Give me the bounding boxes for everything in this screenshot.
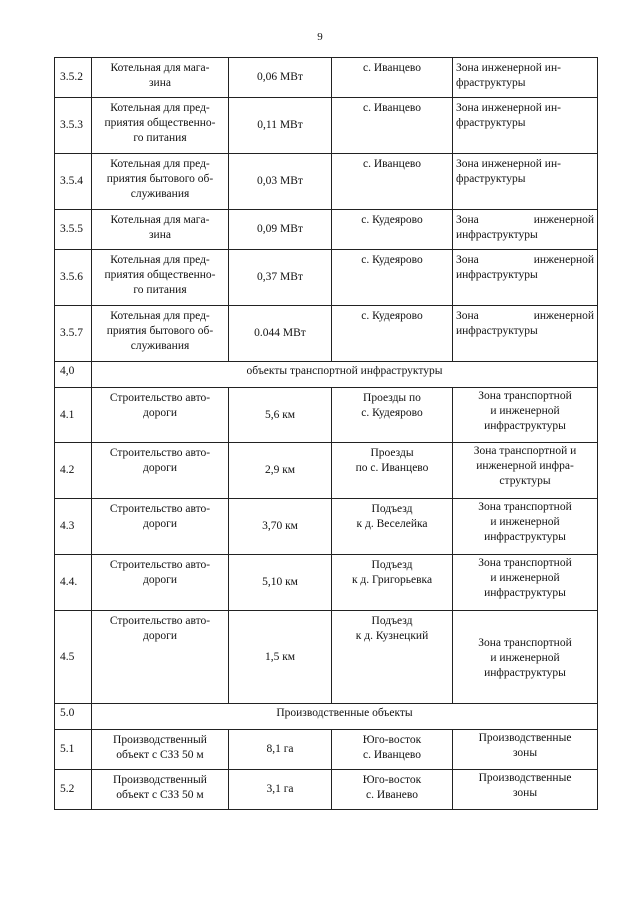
object-name: [92, 388, 229, 443]
object-name: [92, 499, 229, 555]
object-zone-line: Зона транспортной: [478, 637, 572, 649]
row-number: 3.5.6: [55, 250, 92, 306]
object-name: [92, 306, 229, 362]
object-location: [332, 730, 453, 770]
object-zone: [453, 98, 598, 154]
object-zone-line: Производственные: [478, 732, 572, 744]
object-location: [332, 154, 453, 210]
object-zone: [453, 388, 598, 443]
row-number: 5.2: [55, 770, 92, 810]
object-name-line: Строительство авто-: [109, 392, 211, 404]
object-zone-line: инфраструктуры: [456, 325, 538, 337]
object-zone: [453, 210, 598, 250]
object-name-line: Строительство авто-: [109, 447, 211, 459]
row-number: 5.0: [55, 704, 92, 730]
object-zone-line: и инженерной: [490, 652, 560, 664]
object-zone-line: зоны: [512, 787, 538, 799]
object-name: [92, 58, 229, 98]
object-name: [92, 443, 229, 499]
page-number: 9: [317, 31, 323, 43]
object-capacity: 0,06 МВт: [229, 58, 332, 98]
row-number: 3.5.3: [55, 98, 92, 154]
object-zone-line: Зона инженерной ин-: [456, 102, 561, 114]
object-name-line: приятия бытового об-: [106, 173, 214, 185]
object-location: [332, 770, 453, 810]
table-row: [55, 443, 598, 499]
objects-table: [54, 57, 598, 810]
object-name-line: объект с СЗЗ 50 м: [116, 789, 204, 801]
object-location-line: с. Иванцево: [362, 62, 422, 74]
object-location-line: с. Иванцево: [362, 102, 422, 114]
object-name: [92, 98, 229, 154]
object-zone: [453, 555, 598, 611]
object-zone: [453, 770, 598, 810]
object-name: [92, 154, 229, 210]
object-capacity: 0,37 МВт: [229, 250, 332, 306]
object-name-line: дороги: [143, 518, 177, 530]
object-capacity: 0,09 МВт: [229, 210, 332, 250]
object-name-line: приятия общественно-: [104, 269, 216, 281]
object-capacity: 5,10 км: [229, 555, 332, 611]
object-name-line: Котельная для мага-: [110, 62, 210, 74]
object-zone-line: Зона инженерной: [456, 310, 594, 322]
object-location: [332, 443, 453, 499]
object-name-line: зина: [149, 77, 171, 89]
object-location-line: с. Кудеярово: [361, 407, 423, 419]
object-name-line: приятия бытового об-: [106, 325, 214, 337]
object-zone-line: Зона транспортной: [478, 390, 572, 402]
object-zone: [453, 730, 598, 770]
table-row: [55, 210, 598, 250]
table-row: [55, 555, 598, 611]
object-name-line: дороги: [143, 630, 177, 642]
table-row: [55, 154, 598, 210]
object-zone: [453, 58, 598, 98]
object-name-line: Котельная для пред-: [110, 310, 210, 322]
object-name-line: объект с СЗЗ 50 м: [116, 749, 204, 761]
object-zone-line: фраструктуры: [456, 117, 526, 129]
object-location: [332, 306, 453, 362]
row-number: 4.3: [55, 499, 92, 555]
object-zone-line: инфраструктуры: [484, 531, 566, 543]
object-name: [92, 770, 229, 810]
object-zone-line: фраструктуры: [456, 173, 526, 185]
object-zone-line: Зона инженерной: [456, 254, 594, 266]
object-name-line: Производственный: [113, 734, 207, 746]
object-zone-line: инженерной инфра-: [476, 460, 574, 472]
object-location: [332, 611, 453, 704]
row-number: 4.4.: [55, 555, 92, 611]
object-location: [332, 250, 453, 306]
object-location: [332, 98, 453, 154]
object-location: [332, 499, 453, 555]
object-zone-line: и инженерной: [490, 572, 560, 584]
object-zone-line: инфраструктуры: [456, 269, 538, 281]
object-location-line: по с. Иванцево: [355, 462, 429, 474]
object-name: [92, 611, 229, 704]
object-zone-line: Зона транспортной и: [473, 445, 577, 457]
object-location-line: Юго-восток: [362, 774, 422, 786]
section-row: [55, 362, 598, 388]
row-number: 3.5.4: [55, 154, 92, 210]
object-location-line: к д. Кузнецкий: [355, 630, 429, 642]
object-name-line: го питания: [133, 284, 187, 296]
object-zone-line: Зона инженерной ин-: [456, 62, 561, 74]
object-capacity: 0,11 МВт: [229, 98, 332, 154]
table-row: [55, 770, 598, 810]
object-name-line: служивания: [130, 188, 190, 200]
object-location-line: Юго-восток: [362, 734, 422, 746]
object-zone: [453, 443, 598, 499]
object-zone: [453, 306, 598, 362]
object-location-line: с. Кудеярово: [361, 214, 423, 226]
object-location-line: Проезды по: [363, 392, 421, 404]
table-row: [55, 306, 598, 362]
row-number: 5.1: [55, 730, 92, 770]
object-zone-line: Производственные: [478, 772, 572, 784]
object-name-line: зина: [149, 229, 171, 241]
row-number: 3.5.7: [55, 306, 92, 362]
object-name-line: дороги: [143, 407, 177, 419]
table-row: [55, 611, 598, 704]
section-title: Производственные объекты: [92, 704, 598, 730]
object-zone-line: и инженерной: [490, 405, 560, 417]
object-name-line: Котельная для мага-: [110, 214, 210, 226]
object-name-line: служивания: [130, 340, 190, 352]
object-location-line: с. Кудеярово: [361, 254, 423, 266]
object-location-line: Подъезд: [371, 559, 413, 571]
object-zone-line: инфраструктуры: [484, 420, 566, 432]
object-capacity: 3,70 км: [229, 499, 332, 555]
row-number: 4,0: [55, 362, 92, 388]
object-zone-line: Зона инженерной: [456, 214, 594, 226]
object-zone-line: структуры: [499, 475, 551, 487]
objects-table-body: [55, 58, 598, 810]
object-name-line: Строительство авто-: [109, 615, 211, 627]
object-location-line: с. Иванево: [366, 789, 418, 801]
object-capacity: 2,9 км: [229, 443, 332, 499]
object-capacity: 0.044 МВт: [229, 306, 332, 362]
object-name: [92, 210, 229, 250]
table-row: [55, 250, 598, 306]
object-name-line: Котельная для пред-: [110, 158, 210, 170]
table-row: [55, 58, 598, 98]
object-name-line: приятия общественно-: [104, 117, 216, 129]
object-location-line: с. Кудеярово: [361, 310, 423, 322]
object-zone-line: Зона инженерной ин-: [456, 158, 561, 170]
section-title: объекты транспортной инфраструктуры: [92, 362, 598, 388]
row-number: 4.2: [55, 443, 92, 499]
object-zone-line: Зона транспортной: [478, 501, 572, 513]
object-zone: [453, 250, 598, 306]
table-row: [55, 98, 598, 154]
object-location-line: Подъезд: [371, 615, 413, 627]
row-number: 3.5.2: [55, 58, 92, 98]
object-name-line: Строительство авто-: [109, 503, 211, 515]
object-zone-line: инфраструктуры: [484, 667, 566, 679]
object-name-line: Котельная для пред-: [110, 254, 210, 266]
object-zone: [453, 499, 598, 555]
object-zone-line: фраструктуры: [456, 77, 526, 89]
object-zone-line: инфраструктуры: [456, 229, 538, 241]
object-capacity: 5,6 км: [229, 388, 332, 443]
object-name-line: Котельная для пред-: [110, 102, 210, 114]
object-capacity: 3,1 га: [229, 770, 332, 810]
object-capacity: 1,5 км: [229, 611, 332, 704]
object-zone-line: и инженерной: [490, 516, 560, 528]
object-zone-line: инфраструктуры: [484, 587, 566, 599]
object-location: [332, 388, 453, 443]
object-zone: [453, 611, 598, 704]
object-location-line: к д. Григорьевка: [351, 574, 433, 586]
object-location-line: с. Иванцево: [362, 749, 422, 761]
object-capacity: 8,1 га: [229, 730, 332, 770]
row-number: 4.1: [55, 388, 92, 443]
object-name-line: Строительство авто-: [109, 559, 211, 571]
row-number: 4.5: [55, 611, 92, 704]
row-number: 3.5.5: [55, 210, 92, 250]
object-capacity: 0,03 МВт: [229, 154, 332, 210]
table-row: [55, 388, 598, 443]
object-name: [92, 250, 229, 306]
object-location-line: Подъезд: [371, 503, 413, 515]
object-name-line: дороги: [143, 574, 177, 586]
object-zone-line: зоны: [512, 747, 538, 759]
object-name-line: го питания: [133, 132, 187, 144]
object-name-line: Производственный: [113, 774, 207, 786]
object-location-line: с. Иванцево: [362, 158, 422, 170]
object-location-line: к д. Веселейка: [356, 518, 428, 530]
object-name-line: дороги: [143, 462, 177, 474]
table-row: [55, 730, 598, 770]
object-name: [92, 730, 229, 770]
object-location-line: Проезды: [370, 447, 414, 459]
object-location: [332, 58, 453, 98]
object-name: [92, 555, 229, 611]
object-zone-line: Зона транспортной: [478, 557, 572, 569]
object-location: [332, 555, 453, 611]
object-zone: [453, 154, 598, 210]
section-row: [55, 704, 598, 730]
object-location: [332, 210, 453, 250]
table-row: [55, 499, 598, 555]
